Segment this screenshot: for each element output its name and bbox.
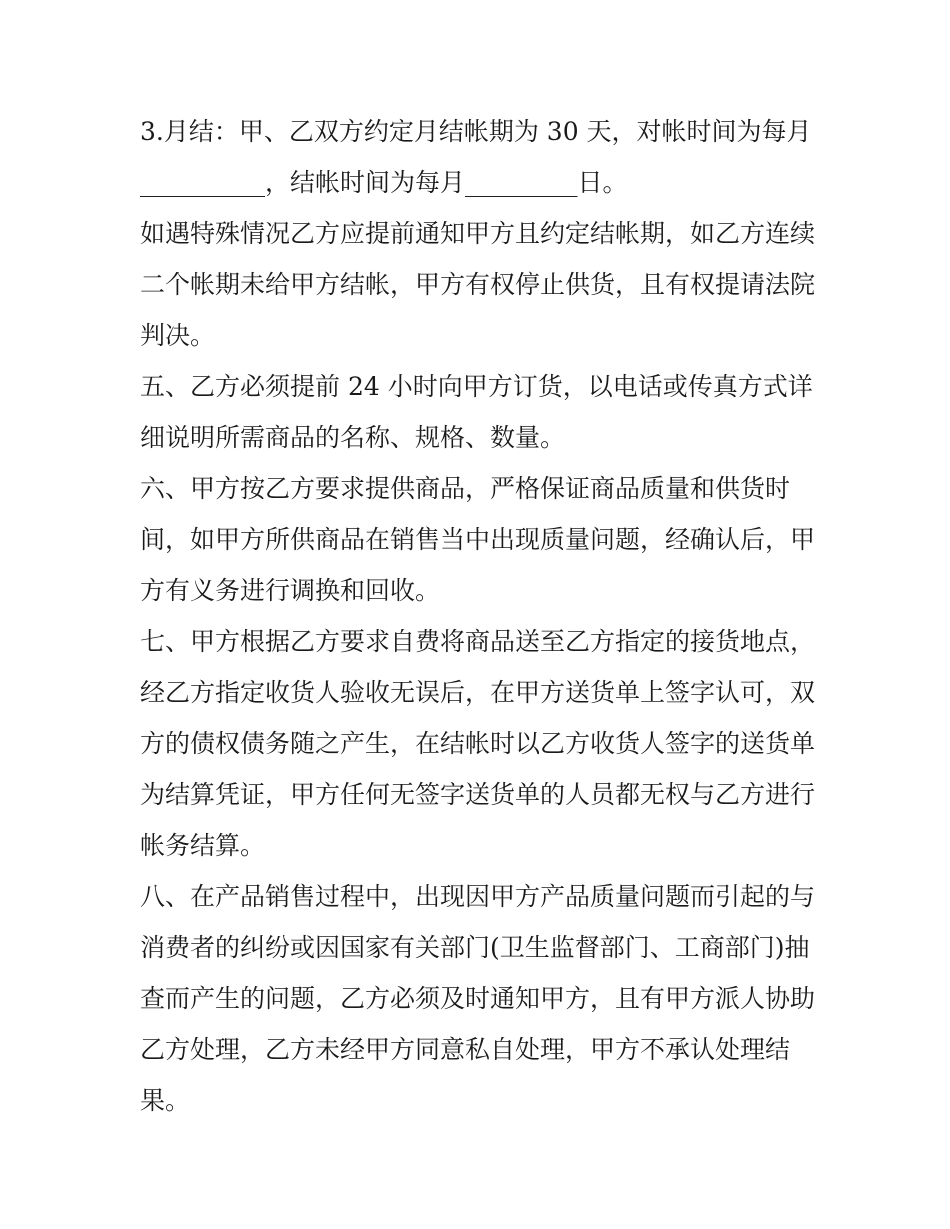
text-line: 消费者的纠纷或因国家有关部门(卫生监督部门、工商部门)抽 (140, 933, 810, 962)
text-line: 七、甲方根据乙方要求自费将商品送至乙方指定的接货地点， (140, 627, 816, 656)
text-line: __________，结帐时间为每月_________日。 (140, 168, 628, 197)
text-line: 乙方处理，乙方未经甲方同意私自处理，甲方不承认处理结 (140, 1035, 791, 1064)
text-line: 经乙方指定收货人验收无误后，在甲方送货单上签字认可，双 (140, 678, 816, 707)
text-line: 二个帐期未给甲方结帐，甲方有权停止供货，且有权提请法院 (140, 270, 816, 299)
text-line: 方有义务进行调换和回收。 (140, 576, 441, 605)
text-line: 判决。 (140, 321, 216, 350)
text-line: 果。 (140, 1086, 191, 1115)
text-line: 六、甲方按乙方要求提供商品，严格保证商品质量和供货时 (140, 474, 791, 503)
text-line: 3.月结：甲、乙双方约定月结帐期为 30 天，对帐时间为每月 (140, 117, 812, 146)
text-line: 方的债权债务随之产生，在结帐时以乙方收货人签字的送货单 (140, 729, 816, 758)
text-line: 为结算凭证，甲方任何无签字送货单的人员都无权与乙方进行 (140, 780, 816, 809)
text-line: 如遇特殊情况乙方应提前通知甲方且约定结帐期，如乙方连续 (140, 219, 816, 248)
text-line: 帐务结算。 (140, 831, 266, 860)
text-line: 查而产生的问题，乙方必须及时通知甲方，且有甲方派人协助 (140, 984, 816, 1013)
text-line: 五、乙方必须提前 24 小时向甲方订货，以电话或传真方式详 (140, 372, 813, 401)
text-line: 细说明所需商品的名称、规格、数量。 (140, 423, 566, 452)
text-line: 间，如甲方所供商品在销售当中出现质量问题，经确认后，甲 (140, 525, 816, 554)
document-body (140, 106, 820, 1126)
text-line: 八、在产品销售过程中，出现因甲方产品质量问题而引起的与 (140, 882, 816, 911)
